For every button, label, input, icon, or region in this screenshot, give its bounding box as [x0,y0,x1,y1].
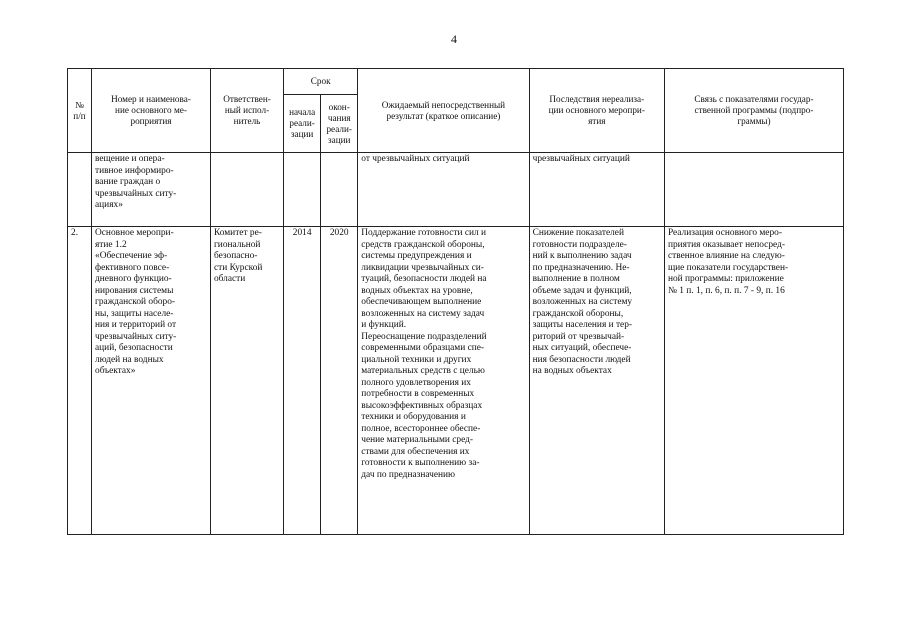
header-link: Связь с показателями государ- ственной программы (подпро- граммы) [664,69,843,153]
cell-name: вещение и опера- тивное информиро- вание граждан о чрезвычайных ситу- ациях» [92,153,211,227]
cell-name: Основное меропри- ятие 1.2 «Обеспечение эф- фективного повсе- дневного функцио- нирования системы гражданской оборо- ны, защиты населе- ния и территорий от чрезвычайных ситу- аций, безопасности людей на водных объектах» [92,227,211,535]
header-term: Срок [284,69,358,95]
measures-table [67,68,844,535]
cell-consequences: чрезвычайных ситуаций [529,153,664,227]
cell-end: 2020 [321,227,358,535]
cell-start: 2014 [284,227,321,535]
cell-link: Реализация основного меро- приятия оказывает непосред- ственное влияние на следую- щие показатели государствен- ной программы: приложение № 1 п. 1, п. 6, п. п. 7 - 9, п. 16 [664,227,843,535]
header-num: № п/п [68,69,92,153]
cell-executor: Комитет ре- гиональной безопасно- сти Курской области [210,227,283,535]
table-row [68,227,844,535]
page-number: 4 [451,32,457,46]
header-name: Номер и наименова- ние основного ме- роприятия [92,69,211,153]
header-executor: Ответствен- ный испол- нитель [210,69,283,153]
header-result: Ожидаемый непосредственный результат (краткое описание) [358,69,529,153]
header-row-1 [68,69,844,95]
cell-num [68,153,92,227]
cell-num: 2. [68,227,92,535]
cell-result: от чрезвычайных ситуаций [358,153,529,227]
header-start: начала реали- зации [284,95,321,153]
header-consequences: Последствия нереализа- ции основного меропри- ятия [529,69,664,153]
header-end: окон- чания реали- зации [321,95,358,153]
cell-result: Поддержание готовности сил и средств гражданской обороны, системы предупреждения и ликвидации чрезвычайных си- туаций, безопасности людей на водных объектах на уровне, обеспечивающем выполнение возложенных на систему задач и функций. Переоснащение подразделений современными образцами спе- циальной техники и других материальных средств с целью полного удовлетворения их потребности в современных высокоэффективных образцах техники и оборудования и полное, всестороннее обеспе- чение материальными сред- ствами для обеспечения их готовности к выполнению за- дач по предназначению [358,227,529,535]
table-row [68,153,844,227]
cell-link [664,153,843,227]
cell-start [284,153,321,227]
cell-end [321,153,358,227]
cell-executor [210,153,283,227]
cell-consequences: Снижение показателей готовности подразделе- ний к выполнению задач по предназначению. Не- выполнение в полном объеме задач и функций, возложенных на систему гражданской обороны, защиты населения и тер- риторий от чрезвычай- ных ситуаций, обеспече- ния безопасности людей на водных объектах [529,227,664,535]
